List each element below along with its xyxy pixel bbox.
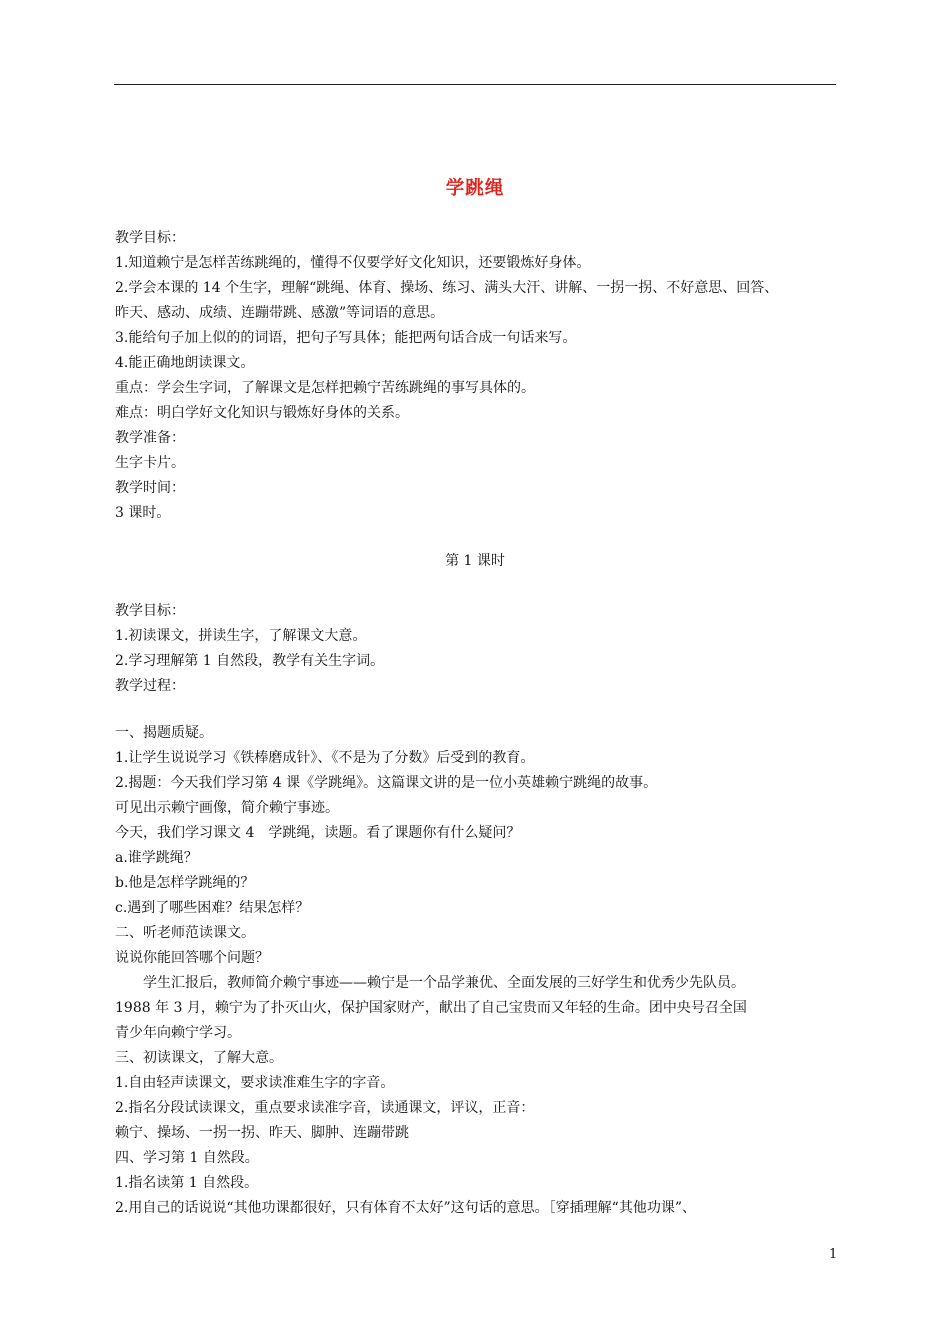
text-line: 4.能正确地朗读课文。 bbox=[115, 355, 255, 371]
text-line: 教学准备： bbox=[115, 430, 185, 446]
text-line: 重点：学会生字词，了解课文是怎样把赖宁苦练跳绳的事写具体的。 bbox=[115, 380, 535, 396]
text-line: 教学过程： bbox=[115, 678, 185, 694]
text-line: 2.用自己的话说说“其他功课都很好，只有体育不太好”这句话的意思。［穿插理解“其他功课”、 bbox=[115, 1200, 696, 1216]
text-line: 1.初读课文，拼读生字，了解课文大意。 bbox=[115, 628, 367, 644]
text-line: 1.指名读第 1 自然段。 bbox=[115, 1175, 259, 1191]
text-line: 教学时间： bbox=[115, 480, 185, 496]
text-line: 三、初读课文，了解大意。 bbox=[115, 1050, 283, 1066]
text-line: 1.自由轻声读课文，要求读准难生字的字音。 bbox=[115, 1075, 395, 1091]
text-line: 青少年向赖宁学习。 bbox=[115, 1025, 241, 1041]
text-line: 可见出示赖宁画像，简介赖宁事迹。 bbox=[115, 800, 339, 816]
text-line: c.遇到了哪些困难？结果怎样？ bbox=[115, 900, 310, 916]
text-line: 教学目标： bbox=[115, 603, 185, 619]
text-line: 2.指名分段试读课文，重点要求读准字音，读通课文，评议，正音： bbox=[115, 1100, 535, 1116]
text-line: 昨天、感动、成绩、连蹦带跳、感激”等词语的意思。 bbox=[115, 305, 445, 321]
header-rule bbox=[114, 84, 836, 85]
text-line: 2.学会本课的 14 个生字，理解“跳绳、体育、操场、练习、满头大汗、讲解、一拐一拐、不好意思、回答、 bbox=[115, 280, 779, 296]
text-line: 3.能给句子加上似的的词语，把句子写具体；能把两句话合成一句话来写。 bbox=[115, 330, 577, 346]
text-line: 今天，我们学习课文 4 学跳绳，读题。看了课题你有什么疑问？ bbox=[115, 825, 521, 841]
text-line: 3 课时。 bbox=[115, 505, 171, 521]
section-heading: 第 1 课时 bbox=[445, 553, 505, 569]
document-title: 学跳绳 bbox=[445, 178, 505, 199]
text-line: 难点：明白学好文化知识与锻炼好身体的关系。 bbox=[115, 405, 409, 421]
text-line: 说说你能回答哪个问题？ bbox=[115, 950, 269, 966]
text-line: 四、学习第 1 自然段。 bbox=[115, 1150, 259, 1166]
text-line: 2.学习理解第 1 自然段，教学有关生字词。 bbox=[115, 653, 385, 669]
text-line: 赖宁、操场、一拐一拐、昨天、脚肿、连蹦带跳 bbox=[115, 1125, 409, 1141]
text-line: 2.揭题：今天我们学习第 4 课《学跳绳》。这篇课文讲的是一位小英雄赖宁跳绳的故事。 bbox=[115, 775, 658, 791]
text-line: 教学目标： bbox=[115, 230, 185, 246]
text-line: 一、揭题质疑。 bbox=[115, 725, 213, 741]
text-line: a.谁学跳绳？ bbox=[115, 850, 198, 866]
text-line: 生字卡片。 bbox=[115, 455, 185, 471]
text-line: 学生汇报后，教师简介赖宁事迹——赖宁是一个品学兼优、全面发展的三好学生和优秀少先队员。 bbox=[143, 975, 745, 991]
text-line: 二、听老师范读课文。 bbox=[115, 925, 255, 941]
text-line: b.他是怎样学跳绳的？ bbox=[115, 875, 255, 891]
text-line: 1.让学生说说学习《铁棒磨成针》、《不是为了分数》后受到的教育。 bbox=[115, 750, 535, 766]
text-line: 1.知道赖宁是怎样苦练跳绳的，懂得不仅要学好文化知识，还要锻炼好身体。 bbox=[115, 255, 591, 271]
text-line: 1988 年 3 月，赖宁为了扑灭山火，保护国家财产，献出了自己宝贵而又年轻的生命。团中央号召全国 bbox=[115, 1000, 747, 1016]
page-number: 1 bbox=[829, 1247, 838, 1262]
